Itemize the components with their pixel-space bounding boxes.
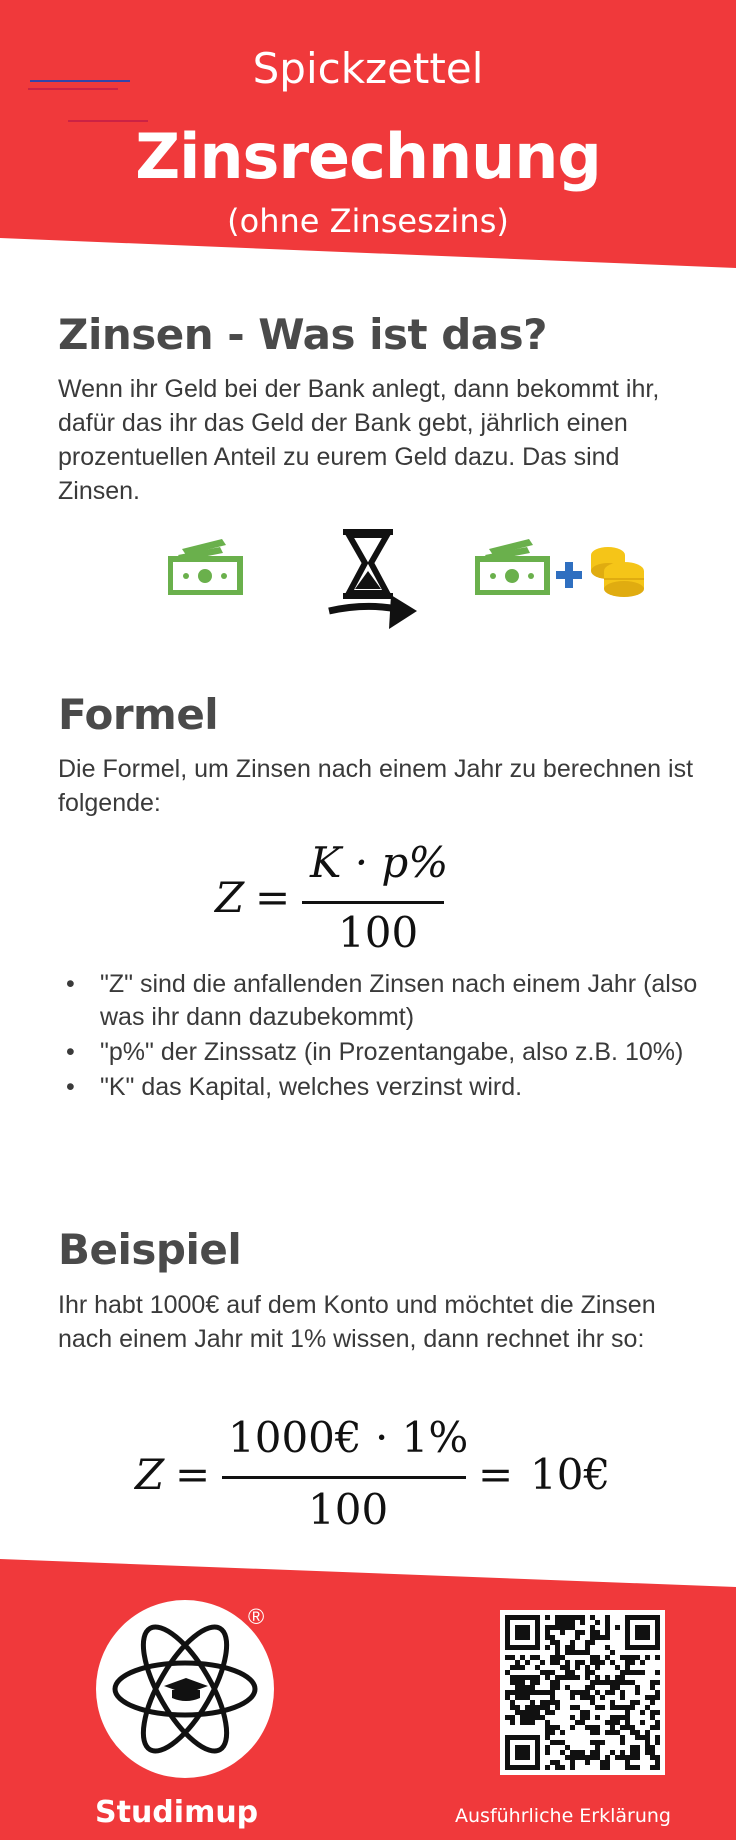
section-heading-formel: Formel xyxy=(58,690,219,739)
formula-numerator: K · p% xyxy=(310,838,449,887)
fraction-bar xyxy=(302,901,444,904)
formula-result: 10€ xyxy=(530,1450,611,1499)
brand-name: Studimup xyxy=(95,1795,259,1830)
list-item: • "p%" der Zinssatz (in Prozentangabe, also z.B. 10%) xyxy=(58,1036,718,1069)
example-paragraph: Ihr habt 1000€ auf dem Konto und möchtet die Zinsen nach einem Jahr mit 1% wissen, dann rechnet ihr so: xyxy=(58,1291,656,1353)
formula-intro-paragraph: Die Formel, um Zinsen nach einem Jahr zu berechnen ist folgende: xyxy=(58,755,694,817)
coins-icon xyxy=(588,545,650,597)
formula-equals: = xyxy=(175,1450,211,1499)
page-title: Zinsrechnung xyxy=(135,120,601,193)
qr-caption: Ausführliche Erklärung xyxy=(455,1805,671,1827)
registered-mark: ® xyxy=(248,1604,265,1629)
formula-lhs: Z xyxy=(135,1450,165,1499)
section-heading-beispiel: Beispiel xyxy=(58,1225,242,1274)
hourglass-icon xyxy=(325,525,420,635)
formula-lhs: Z xyxy=(215,873,245,922)
list-item: • "Z" sind die anfallenden Zinsen nach einem Jahr (also was ihr dann dazubekommt) xyxy=(58,968,718,1034)
money-icon xyxy=(475,535,551,595)
intro-paragraph: Wenn ihr Geld bei der Bank anlegt, dann bekommt ihr, dafür das ihr das Geld der Bank gebt, jährlich einen prozentuellen Anteil zu eurem Geld dazu. Das sind Zinsen. xyxy=(58,375,660,505)
plus-icon xyxy=(554,560,584,590)
money-icon xyxy=(168,535,244,595)
qr-code[interactable] xyxy=(500,1610,665,1775)
page-subtitle: (ohne Zinseszins) xyxy=(227,202,509,240)
formula-equals: = xyxy=(478,1450,514,1499)
formula-denominator: 100 xyxy=(338,908,419,957)
fraction-bar xyxy=(222,1476,466,1479)
section-heading-zinsen: Zinsen - Was ist das? xyxy=(58,310,547,359)
list-item: • "K" das Kapital, welches verzinst wird. xyxy=(58,1071,718,1104)
formula-equals: = xyxy=(255,873,291,922)
header-kicker: Spickzettel xyxy=(252,44,484,93)
qr-code-image xyxy=(500,1610,665,1775)
formula-legend-list xyxy=(58,968,718,1106)
formula-denominator: 100 xyxy=(308,1485,389,1534)
formula-numerator: 1000€ · 1% xyxy=(228,1413,469,1462)
